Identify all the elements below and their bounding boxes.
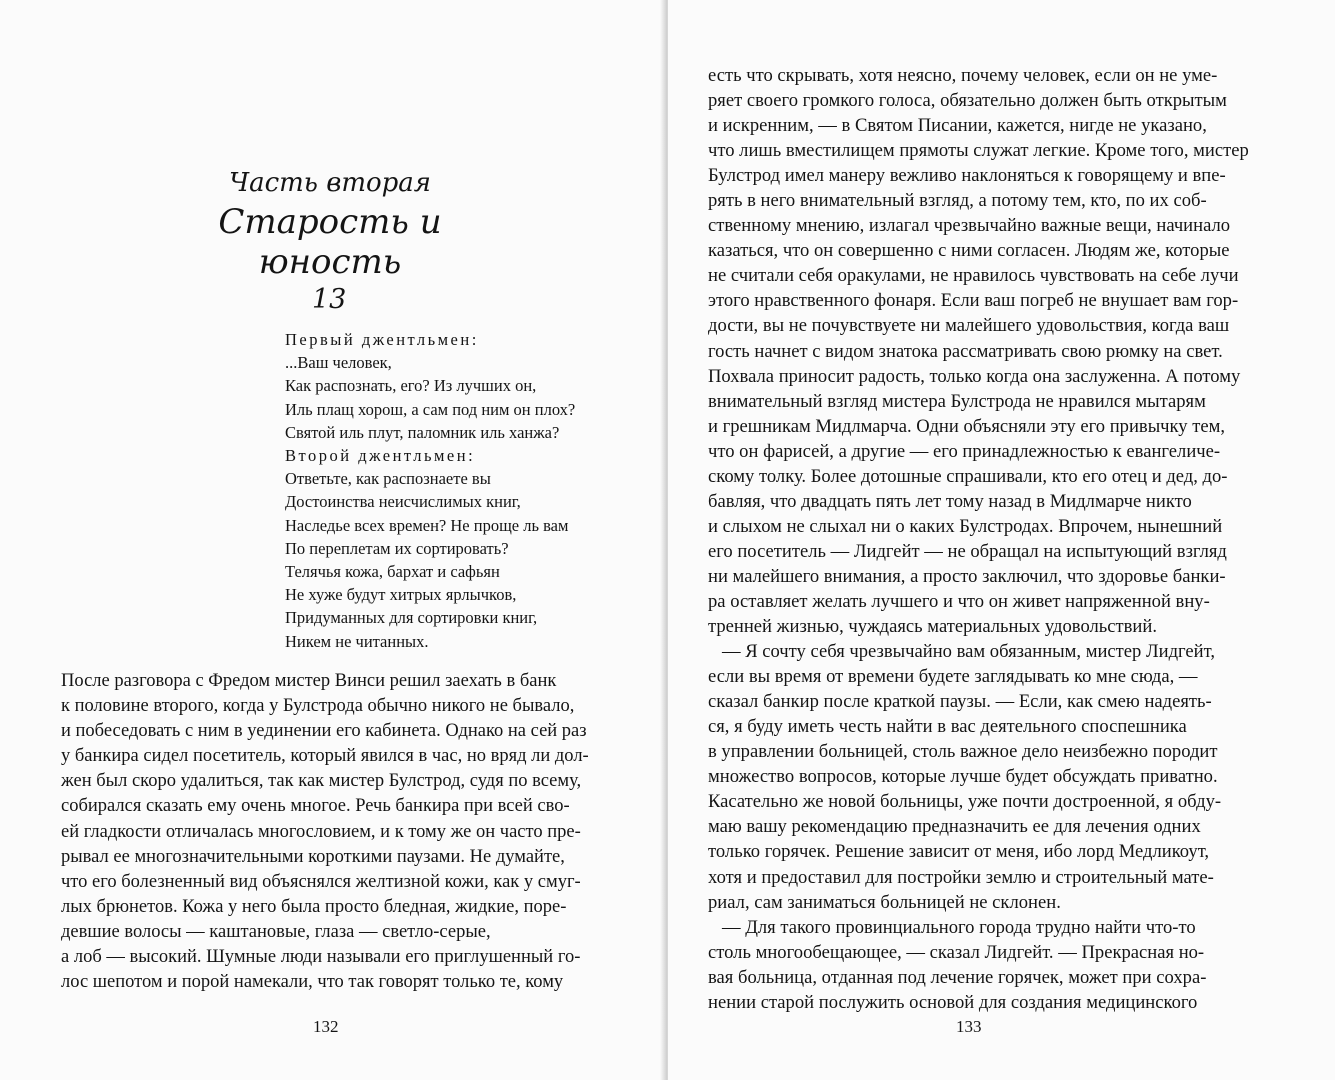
text-line: Не хуже будут хитрых ярлычков, <box>285 585 517 605</box>
text-line: что он фарисей, а другие — его принадлежностью к евангеличе- <box>708 440 1221 462</box>
text-line: что его болезненный вид объяснялся желтизной кожи, как у смуг- <box>61 871 581 892</box>
text-line: внимательный взгляд мистера Булстрода не нравился мытарям <box>708 390 1206 412</box>
text-line: его посетитель — Лидгейт — не обращал на испытующий взгляд <box>708 540 1227 562</box>
text-line: Телячья кожа, бархат и сафьян <box>285 562 500 582</box>
text-line: сказал банкир после краткой паузы. — Если, как смею надеять- <box>708 691 1212 713</box>
text-line: казаться, что он совершенно с ними согласен. Людям же, которые <box>708 240 1230 262</box>
text-line: не считали себя оракулами, не нравилось чувствовать на себе лучи <box>708 265 1239 287</box>
text-line: ра оставляет желать лучшего и что он живет напряженной вну- <box>708 590 1210 612</box>
epigraph <box>285 328 575 653</box>
text-line: Похвала приносит радость, только когда она заслуженна. А потому <box>708 365 1241 387</box>
text-line: — Я сочту себя чрезвычайно вам обязанным, мистер Лидгейт, <box>708 641 1215 663</box>
text-line: Как распознать, его? Из лучших он, <box>285 376 537 396</box>
text-line: собирался сказать ему очень многое. Речь банкира при всей сво- <box>61 796 570 817</box>
text-line: дости, вы не почувствуете ни малейшего удовольствия, когда ваш <box>708 315 1230 337</box>
text-line: жен был скоро удалиться, так как мистер Булстрод, судя по всему, <box>61 771 582 792</box>
text-line: что лишь вместилищем прямоты служат легкие. Кроме того, мистер <box>708 140 1249 162</box>
left-page <box>0 0 664 1080</box>
text-line: ей гладкости отличалась многословием, и к тому же он часто пре- <box>61 821 581 842</box>
text-line: бавляя, что двадцать пять лет тому назад в Мидлмарче никто <box>708 490 1192 512</box>
text-line: хотя и предоставил для постройки землю и строительный мате- <box>708 866 1214 888</box>
text-line: риал, сам заниматься больницей не склонен. <box>708 891 1061 913</box>
text-line: а лоб — высокий. Шумные люди называли его приглушенный го- <box>61 947 581 968</box>
text-line: После разговора с Фредом мистер Винси решил заехать в банк <box>61 671 557 691</box>
text-line: Святой иль плут, паломник иль ханжа? <box>285 422 560 442</box>
text-line: Булстрод имел манеру вежливо наклоняться к говорящему и впе- <box>708 165 1226 187</box>
text-line: и искренним, — в Святом Писании, кажется, нигде не указано, <box>708 115 1207 137</box>
text-line: ни малейшего внимания, а просто заключил, что здоровье банки- <box>708 565 1226 587</box>
text-line: гость начнет с видом знатока рассматривать свою рюмку на свет. <box>708 340 1223 362</box>
text-line: Первый джентльмен: <box>285 330 479 349</box>
text-line: и слыхом не слыхал ни о каких Булстродах. Впрочем, нынешний <box>708 515 1223 537</box>
right-body-text <box>708 63 1249 1015</box>
text-line: По переплетам их сортировать? <box>285 538 509 558</box>
text-line: вая больница, отданная под лечение горячек, может при сохра- <box>708 966 1207 988</box>
part-label: Часть вторая <box>228 168 432 198</box>
chapter-number: 13 <box>312 284 347 315</box>
text-line: этого нравственного фонаря. Если ваш погреб не внушает вам гор- <box>708 290 1239 312</box>
right-page <box>668 0 1335 1080</box>
text-line: к половине второго, когда у Булстрода обычно никого не бывало, <box>61 696 575 717</box>
text-line: и побеседовать с ним в уединении его кабинета. Однако на сей раз <box>61 721 587 742</box>
text-line: Ответьте, как распознаете вы <box>285 469 491 489</box>
text-line: есть что скрывать, хотя неясно, почему человек, если он не уме- <box>708 65 1218 86</box>
text-line: Достоинства неисчислимых книг, <box>285 492 521 512</box>
text-line: девшие волосы — каштановые, глаза — светло-серые, <box>61 921 491 942</box>
text-line: маю вашу рекомендацию предназначить ее для лечения одних <box>708 816 1201 838</box>
text-line: Иль плащ хорош, а сам под ним он плох? <box>285 399 576 419</box>
text-line: тренней жизнью, чуждаясь материальных удовольствий. <box>708 616 1157 638</box>
part-title: Старость и юность <box>218 202 442 282</box>
text-line: ственному мнению, излагал чрезвычайно важные вещи, начинало <box>708 215 1231 237</box>
text-line: Второй джентльмен: <box>285 446 476 466</box>
text-line: Никем не читанных. <box>285 631 429 651</box>
text-line: скому толку. Более дотошные спрашивали, кто его отец и дед, до- <box>708 465 1228 487</box>
text-line: — Для такого провинциального города трудно найти что-то <box>708 916 1196 938</box>
text-line: Наследье всех времен? Не проще ль вам <box>285 515 569 535</box>
text-line: рывал ее многозначительными короткими паузами. Не думайте, <box>61 846 565 867</box>
page-number-left: 132 <box>313 1017 339 1036</box>
text-line: у банкира сидел посетитель, который явился в час, но вряд ли дол- <box>61 746 589 767</box>
text-line: лос шепотом и порой намекали, что так говорят только те, кому <box>61 972 564 993</box>
text-line: в управлении больницей, столь важное дело неизбежно породит <box>708 741 1218 763</box>
text-line: множество вопросов, которые лучше будет обсуждать приватно. <box>708 766 1218 788</box>
left-body-text <box>61 669 589 995</box>
text-line: Придуманных для сортировки книг, <box>285 608 538 628</box>
text-line: нении старой послужить основой для создания медицинского <box>708 991 1198 1013</box>
page-number-right: 133 <box>956 1017 982 1036</box>
text-line: если вы время от времени будете заглядывать ко мне сюда, — <box>708 666 1198 688</box>
text-line: Касательно же новой больницы, уже почти достроенной, я обду- <box>708 791 1222 813</box>
text-line: рять в него внимательный взгляд, а потому тем, кто, по их соб- <box>708 190 1207 212</box>
text-line: ...Ваш человек, <box>285 353 392 373</box>
text-line: и грешникам Мидлмарча. Одни объясняли эту его привычку тем, <box>708 415 1226 437</box>
text-line: лых брюнетов. Кожа у него была просто бледная, жидкие, поре- <box>61 896 567 917</box>
text-line: только горячек. Решение зависит от меня, ибо лорд Медликоут, <box>708 841 1210 863</box>
text-line: ряет своего громкого голоса, обязательно должен быть открытым <box>708 90 1227 112</box>
text-line: ся, я буду иметь честь найти в вас деятельного споспешника <box>708 716 1187 738</box>
text-line: столь многообещающее, — сказал Лидгейт. — Прекрасная но- <box>708 941 1205 963</box>
